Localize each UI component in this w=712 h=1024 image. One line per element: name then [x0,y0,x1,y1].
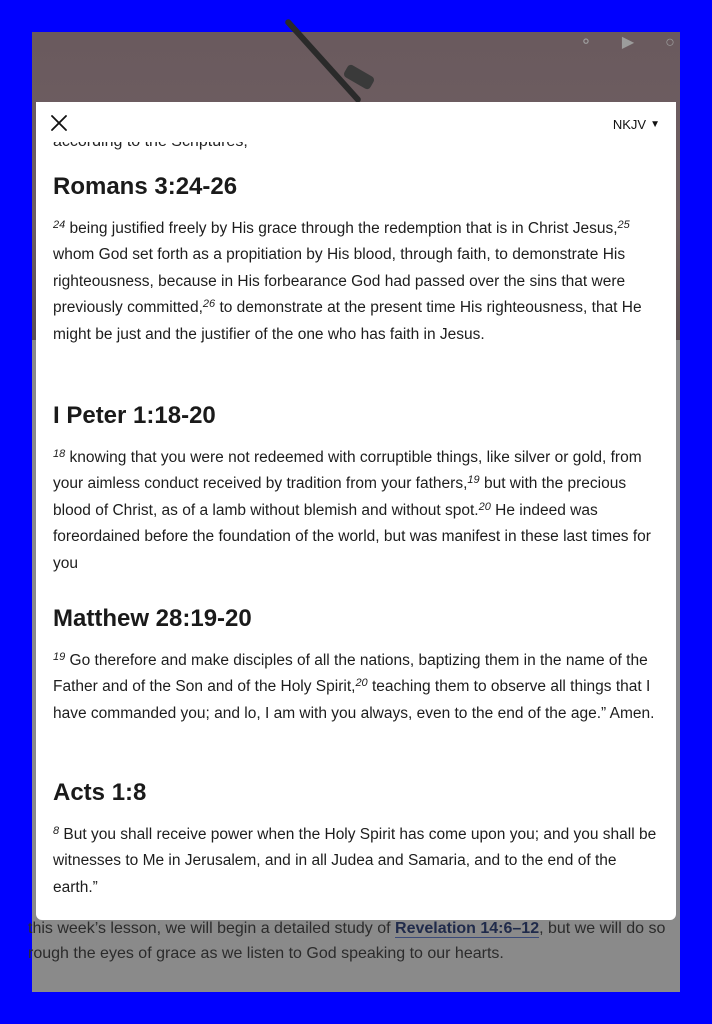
verse-number: 24 [53,219,66,231]
passage-text [53,216,659,348]
lesson-text: this week’s lesson, we will begin a detailed study of [28,920,396,937]
version-label: NKJV [612,117,647,132]
passage-text [53,648,659,727]
media-controls [576,34,680,52]
passage-matthew [53,604,659,727]
verse-text: to demonstrate at the present time His righteousness, that He might be just and the justifier of the one who has faith in Jesus. [53,299,642,343]
verse-number: 20 [478,500,491,513]
lesson-text-line [28,945,688,963]
verse-number: 18 [53,448,66,460]
verse-text: but with the precious blood of Christ, as of a lamb without blemish and without spot. [53,475,627,519]
verse-text: He indeed was foreordained before the foundation of the world, but was manifest in these last times for you [53,501,651,572]
verse-text: knowing that you were not redeemed with corruptible things, like silver or gold, from your aimless conduct received by tradition from your fathers, [53,449,642,493]
verse-text: But you shall receive power when the Holy Spirit has come upon you; and you shall be witnesses to Me in Jerusalem, and in all Judea and Samaria, and to the end of the earth.” [53,826,657,896]
passage-reference: I Peter 1:18-20 [53,402,216,429]
modal-header [36,102,676,142]
verse-text: teaching them to observe all things that I have commanded you; and lo, I am with you always, even to the end of the age.” Amen. [53,678,655,722]
lesson-text: , but we will do so [539,920,666,937]
passage-reference: Acts 1:8 [53,779,147,806]
verse-number: 19 [53,651,66,663]
caret-down-icon: ▼ [650,119,660,130]
passage-acts [53,778,659,901]
passage-text [53,445,659,577]
passage-text [53,822,659,901]
passage-romans [53,172,659,348]
verse-text: being justified freely by His grace through the redemption that is in Christ Jesus, [65,220,618,237]
passage-reference: Romans 3:24-26 [53,173,238,200]
lesson-text-line [28,920,688,938]
verse-number: 26 [202,298,216,311]
verse-number: 19 [467,474,480,487]
verse-text: whom God set forth as a propitiation by His blood, through faith, to demonstrate His righteousness, because in His forbearance God had passed over the sins that were previously committed, [53,246,626,317]
verse-number: 8 [53,825,60,837]
lesson-text: rough the eyes of grace as we listen to God speaking to our hearts. [28,945,504,962]
passage-peter [53,401,659,577]
verse-number: 25 [617,219,630,231]
passage-reference: Matthew 28:19-20 [53,605,252,632]
microphone-arm [284,18,362,104]
close-button[interactable] [50,114,68,132]
more-icon[interactable]: ○ [665,34,675,51]
scripture-modal [36,102,676,920]
bible-version-select[interactable] [613,117,660,132]
close-icon [50,114,68,132]
verse-text: Go therefore and make disciples of all the nations, baptizing them in the name of the Father and of the Son and of the Holy Spirit, [53,652,648,696]
verse-number: 20 [355,677,368,690]
video-icon[interactable]: ▶ [621,34,635,51]
scripture-link[interactable]: Revelation 14:6–12 [395,920,540,937]
headphones-icon[interactable]: ⚬ [579,34,593,51]
modal-content[interactable] [36,142,676,920]
